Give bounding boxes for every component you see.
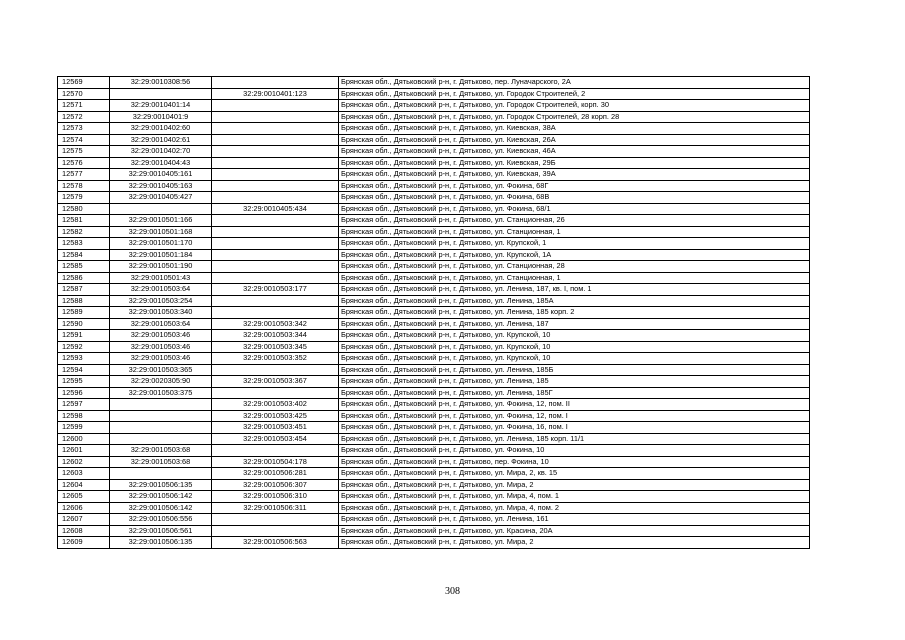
address-cell: Брянская обл., Дятьковский р-н, г. Дятьково, ул. Ленина, 185 корп. 2: [339, 307, 810, 319]
row-number-cell: 12579: [58, 192, 110, 204]
table-row: [58, 111, 810, 123]
row-number-cell: 12570: [58, 88, 110, 100]
row-number-cell: 12600: [58, 433, 110, 445]
table-row: [58, 456, 810, 468]
table-row: [58, 468, 810, 480]
cadastral-number-cell: 32:29:0010405:427: [110, 192, 212, 204]
address-cell: Брянская обл., Дятьковский р-н, г. Дятьково, ул. Крупской, 10: [339, 341, 810, 353]
cadastral-number-cell: [110, 433, 212, 445]
address-cell: Брянская обл., Дятьковский р-н, г. Дятьково, ул. Городок Строителей, 2: [339, 88, 810, 100]
address-cell: Брянская обл., Дятьковский р-н, г. Дятьково, ул. Фокина, 12, пом. I: [339, 410, 810, 422]
object-number-cell: [212, 111, 339, 123]
table-row: [58, 180, 810, 192]
registry-table-body: [58, 77, 810, 549]
object-number-cell: [212, 134, 339, 146]
address-cell: Брянская обл., Дятьковский р-н, г. Дятьково, ул. Крупской, 1: [339, 238, 810, 250]
address-cell: Брянская обл., Дятьковский р-н, г. Дятьково, ул. Фокина, 10: [339, 445, 810, 457]
object-number-cell: 32:29:0010506:281: [212, 468, 339, 480]
address-cell: Брянская обл., Дятьковский р-н, г. Дятьково, ул. Крупской, 1А: [339, 249, 810, 261]
table-row: [58, 134, 810, 146]
row-number-cell: 12569: [58, 77, 110, 89]
object-number-cell: 32:29:0010506:311: [212, 502, 339, 514]
cadastral-number-cell: 32:29:0010501:184: [110, 249, 212, 261]
object-number-cell: 32:29:0010506:310: [212, 491, 339, 503]
address-cell: Брянская обл., Дятьковский р-н, г. Дятьково, ул. Мира, 4, пом. 2: [339, 502, 810, 514]
object-number-cell: 32:29:0010503:367: [212, 376, 339, 388]
address-cell: Брянская обл., Дятьковский р-н, г. Дятьково, ул. Киевская, 29Б: [339, 157, 810, 169]
address-cell: Брянская обл., Дятьковский р-н, г. Дятьково, ул. Фокина, 16, пом. I: [339, 422, 810, 434]
cadastral-number-cell: 32:29:0010506:142: [110, 502, 212, 514]
address-cell: Брянская обл., Дятьковский р-н, г. Дятьково, ул. Киевская, 39А: [339, 169, 810, 181]
object-number-cell: 32:29:0010503:425: [212, 410, 339, 422]
object-number-cell: [212, 249, 339, 261]
cadastral-number-cell: 32:29:0010503:46: [110, 353, 212, 365]
row-number-cell: 12599: [58, 422, 110, 434]
address-cell: Брянская обл., Дятьковский р-н, г. Дятьково, ул. Станционная, 1: [339, 226, 810, 238]
cadastral-number-cell: 32:29:0010501:43: [110, 272, 212, 284]
table-row: [58, 215, 810, 227]
row-number-cell: 12608: [58, 525, 110, 537]
address-cell: Брянская обл., Дятьковский р-н, г. Дятьково, ул. Красина, 20А: [339, 525, 810, 537]
object-number-cell: [212, 226, 339, 238]
object-number-cell: [212, 307, 339, 319]
table-row: [58, 341, 810, 353]
table-row: [58, 514, 810, 526]
row-number-cell: 12578: [58, 180, 110, 192]
object-number-cell: [212, 272, 339, 284]
cadastral-number-cell: 32:29:0010405:161: [110, 169, 212, 181]
address-cell: Брянская обл., Дятьковский р-н, г. Дятьково, ул. Крупской, 10: [339, 330, 810, 342]
address-cell: Брянская обл., Дятьковский р-н, г. Дятьково, ул. Фокина, 12, пом. II: [339, 399, 810, 411]
table-row: [58, 226, 810, 238]
row-number-cell: 12573: [58, 123, 110, 135]
address-cell: Брянская обл., Дятьковский р-н, г. Дятьково, ул. Мира, 2, кв. 15: [339, 468, 810, 480]
row-number-cell: 12581: [58, 215, 110, 227]
row-number-cell: 12605: [58, 491, 110, 503]
cadastral-number-cell: 32:29:0020305:90: [110, 376, 212, 388]
row-number-cell: 12592: [58, 341, 110, 353]
address-cell: Брянская обл., Дятьковский р-н, г. Дятьково, ул. Мира, 2: [339, 537, 810, 549]
object-number-cell: 32:29:0010503:177: [212, 284, 339, 296]
table-row: [58, 88, 810, 100]
address-cell: Брянская обл., Дятьковский р-н, г. Дятьково, ул. Станционная, 28: [339, 261, 810, 273]
object-number-cell: 32:29:0010503:352: [212, 353, 339, 365]
cadastral-number-cell: 32:29:0010501:170: [110, 238, 212, 250]
cadastral-number-cell: 32:29:0010401:9: [110, 111, 212, 123]
table-row: [58, 353, 810, 365]
object-number-cell: 32:29:0010405:434: [212, 203, 339, 215]
row-number-cell: 12588: [58, 295, 110, 307]
table-row: [58, 261, 810, 273]
row-number-cell: 12606: [58, 502, 110, 514]
row-number-cell: 12590: [58, 318, 110, 330]
cadastral-number-cell: 32:29:0010503:365: [110, 364, 212, 376]
table-row: [58, 537, 810, 549]
table-row: [58, 399, 810, 411]
object-number-cell: 32:29:0010503:454: [212, 433, 339, 445]
table-row: [58, 100, 810, 112]
table-row: [58, 249, 810, 261]
row-number-cell: 12576: [58, 157, 110, 169]
object-number-cell: [212, 100, 339, 112]
object-number-cell: 32:29:0010506:307: [212, 479, 339, 491]
row-number-cell: 12574: [58, 134, 110, 146]
table-row: [58, 157, 810, 169]
object-number-cell: [212, 157, 339, 169]
address-cell: Брянская обл., Дятьковский р-н, г. Дятьково, ул. Ленина, 185А: [339, 295, 810, 307]
row-number-cell: 12607: [58, 514, 110, 526]
address-cell: Брянская обл., Дятьковский р-н, г. Дятьково, ул. Станционная, 26: [339, 215, 810, 227]
object-number-cell: [212, 387, 339, 399]
object-number-cell: [212, 525, 339, 537]
table-row: [58, 192, 810, 204]
table-row: [58, 433, 810, 445]
table-row: [58, 123, 810, 135]
table-row: [58, 410, 810, 422]
object-number-cell: 32:29:0010503:451: [212, 422, 339, 434]
cadastral-number-cell: [110, 203, 212, 215]
cadastral-number-cell: 32:29:0010503:254: [110, 295, 212, 307]
cadastral-number-cell: 32:29:0010402:60: [110, 123, 212, 135]
row-number-cell: 12604: [58, 479, 110, 491]
cadastral-number-cell: 32:29:0010401:14: [110, 100, 212, 112]
address-cell: Брянская обл., Дятьковский р-н, г. Дятьково, ул. Ленина, 161: [339, 514, 810, 526]
cadastral-number-cell: 32:29:0010503:375: [110, 387, 212, 399]
object-number-cell: [212, 77, 339, 89]
address-cell: Брянская обл., Дятьковский р-н, г. Дятьково, ул. Киевская, 46А: [339, 146, 810, 158]
row-number-cell: 12594: [58, 364, 110, 376]
object-number-cell: [212, 169, 339, 181]
row-number-cell: 12597: [58, 399, 110, 411]
address-cell: Брянская обл., Дятьковский р-н, г. Дятьково, пер. Луначарского, 2А: [339, 77, 810, 89]
row-number-cell: 12584: [58, 249, 110, 261]
address-cell: Брянская обл., Дятьковский р-н, г. Дятьково, ул. Станционная, 1: [339, 272, 810, 284]
table-row: [58, 272, 810, 284]
address-cell: Брянская обл., Дятьковский р-н, г. Дятьково, ул. Ленина, 185Б: [339, 364, 810, 376]
cadastral-number-cell: 32:29:0010501:190: [110, 261, 212, 273]
object-number-cell: [212, 123, 339, 135]
cadastral-number-cell: 32:29:0010506:561: [110, 525, 212, 537]
cadastral-number-cell: [110, 399, 212, 411]
address-cell: Брянская обл., Дятьковский р-н, г. Дятьково, ул. Киевская, 26А: [339, 134, 810, 146]
cadastral-number-cell: 32:29:0010402:61: [110, 134, 212, 146]
row-number-cell: 12587: [58, 284, 110, 296]
row-number-cell: 12598: [58, 410, 110, 422]
object-number-cell: [212, 180, 339, 192]
row-number-cell: 12603: [58, 468, 110, 480]
address-cell: Брянская обл., Дятьковский р-н, г. Дятьково, ул. Городок Строителей, 28 корп. 28: [339, 111, 810, 123]
row-number-cell: 12577: [58, 169, 110, 181]
cadastral-number-cell: 32:29:0010503:68: [110, 456, 212, 468]
row-number-cell: 12596: [58, 387, 110, 399]
table-row: [58, 318, 810, 330]
table-row: [58, 295, 810, 307]
table-row: [58, 364, 810, 376]
table-row: [58, 284, 810, 296]
row-number-cell: 12609: [58, 537, 110, 549]
row-number-cell: 12583: [58, 238, 110, 250]
object-number-cell: 32:29:0010503:342: [212, 318, 339, 330]
object-number-cell: [212, 295, 339, 307]
table-row: [58, 502, 810, 514]
row-number-cell: 12585: [58, 261, 110, 273]
row-number-cell: 12580: [58, 203, 110, 215]
cadastral-number-cell: [110, 410, 212, 422]
object-number-cell: [212, 445, 339, 457]
table-row: [58, 491, 810, 503]
row-number-cell: 12582: [58, 226, 110, 238]
object-number-cell: 32:29:0010504:178: [212, 456, 339, 468]
object-number-cell: [212, 192, 339, 204]
row-number-cell: 12572: [58, 111, 110, 123]
table-row: [58, 146, 810, 158]
row-number-cell: 12593: [58, 353, 110, 365]
table-row: [58, 169, 810, 181]
address-cell: Брянская обл., Дятьковский р-н, г. Дятьково, ул. Фокина, 68Г: [339, 180, 810, 192]
table-row: [58, 525, 810, 537]
cadastral-number-cell: 32:29:0010503:46: [110, 330, 212, 342]
address-cell: Брянская обл., Дятьковский р-н, г. Дятьково, пер. Фокина, 10: [339, 456, 810, 468]
table-row: [58, 387, 810, 399]
cadastral-number-cell: 32:29:0010405:163: [110, 180, 212, 192]
address-cell: Брянская обл., Дятьковский р-н, г. Дятьково, ул. Городок Строителей, корп. 30: [339, 100, 810, 112]
address-cell: Брянская обл., Дятьковский р-н, г. Дятьково, ул. Мира, 2: [339, 479, 810, 491]
object-number-cell: [212, 261, 339, 273]
object-number-cell: [212, 146, 339, 158]
address-cell: Брянская обл., Дятьковский р-н, г. Дятьково, ул. Ленина, 185: [339, 376, 810, 388]
address-cell: Брянская обл., Дятьковский р-н, г. Дятьково, ул. Ленина, 185Г: [339, 387, 810, 399]
table-row: [58, 77, 810, 89]
cadastral-number-cell: [110, 468, 212, 480]
object-number-cell: 32:29:0010503:402: [212, 399, 339, 411]
cadastral-number-cell: 32:29:0010503:68: [110, 445, 212, 457]
address-cell: Брянская обл., Дятьковский р-н, г. Дятьково, ул. Ленина, 185 корп. 11/1: [339, 433, 810, 445]
object-number-cell: 32:29:0010401:123: [212, 88, 339, 100]
object-number-cell: 32:29:0010503:345: [212, 341, 339, 353]
cadastral-number-cell: 32:29:0010506:135: [110, 537, 212, 549]
table-row: [58, 238, 810, 250]
address-cell: Брянская обл., Дятьковский р-н, г. Дятьково, ул. Ленина, 187, кв. I, пом. 1: [339, 284, 810, 296]
table-row: [58, 479, 810, 491]
row-number-cell: 12571: [58, 100, 110, 112]
address-cell: Брянская обл., Дятьковский р-н, г. Дятьково, ул. Мира, 4, пом. 1: [339, 491, 810, 503]
row-number-cell: 12601: [58, 445, 110, 457]
cadastral-number-cell: 32:29:0010501:168: [110, 226, 212, 238]
object-number-cell: [212, 215, 339, 227]
cadastral-number-cell: [110, 422, 212, 434]
table-row: [58, 376, 810, 388]
table-row: [58, 422, 810, 434]
cadastral-number-cell: 32:29:0010503:340: [110, 307, 212, 319]
row-number-cell: 12591: [58, 330, 110, 342]
cadastral-number-cell: 32:29:0010404:43: [110, 157, 212, 169]
row-number-cell: 12589: [58, 307, 110, 319]
cadastral-number-cell: 32:29:0010501:166: [110, 215, 212, 227]
cadastral-number-cell: 32:29:0010308:56: [110, 77, 212, 89]
object-number-cell: [212, 238, 339, 250]
address-cell: Брянская обл., Дятьковский р-н, г. Дятьково, ул. Крупской, 10: [339, 353, 810, 365]
row-number-cell: 12575: [58, 146, 110, 158]
object-number-cell: 32:29:0010503:344: [212, 330, 339, 342]
registry-table: [57, 76, 810, 549]
table-row: [58, 203, 810, 215]
object-number-cell: [212, 364, 339, 376]
cadastral-number-cell: 32:29:0010402:70: [110, 146, 212, 158]
cadastral-number-cell: 32:29:0010506:135: [110, 479, 212, 491]
cadastral-number-cell: 32:29:0010506:142: [110, 491, 212, 503]
table-row: [58, 445, 810, 457]
cadastral-number-cell: 32:29:0010506:556: [110, 514, 212, 526]
object-number-cell: [212, 514, 339, 526]
cadastral-number-cell: [110, 88, 212, 100]
row-number-cell: 12595: [58, 376, 110, 388]
address-cell: Брянская обл., Дятьковский р-н, г. Дятьково, ул. Фокина, 68/1: [339, 203, 810, 215]
cadastral-number-cell: 32:29:0010503:64: [110, 318, 212, 330]
object-number-cell: 32:29:0010506:563: [212, 537, 339, 549]
address-cell: Брянская обл., Дятьковский р-н, г. Дятьково, ул. Фокина, 68В: [339, 192, 810, 204]
address-cell: Брянская обл., Дятьковский р-н, г. Дятьково, ул. Ленина, 187: [339, 318, 810, 330]
table-row: [58, 307, 810, 319]
cadastral-number-cell: 32:29:0010503:46: [110, 341, 212, 353]
row-number-cell: 12586: [58, 272, 110, 284]
row-number-cell: 12602: [58, 456, 110, 468]
address-cell: Брянская обл., Дятьковский р-н, г. Дятьково, ул. Киевская, 38А: [339, 123, 810, 135]
table-row: [58, 330, 810, 342]
page-number: 308: [445, 586, 460, 597]
cadastral-number-cell: 32:29:0010503:64: [110, 284, 212, 296]
